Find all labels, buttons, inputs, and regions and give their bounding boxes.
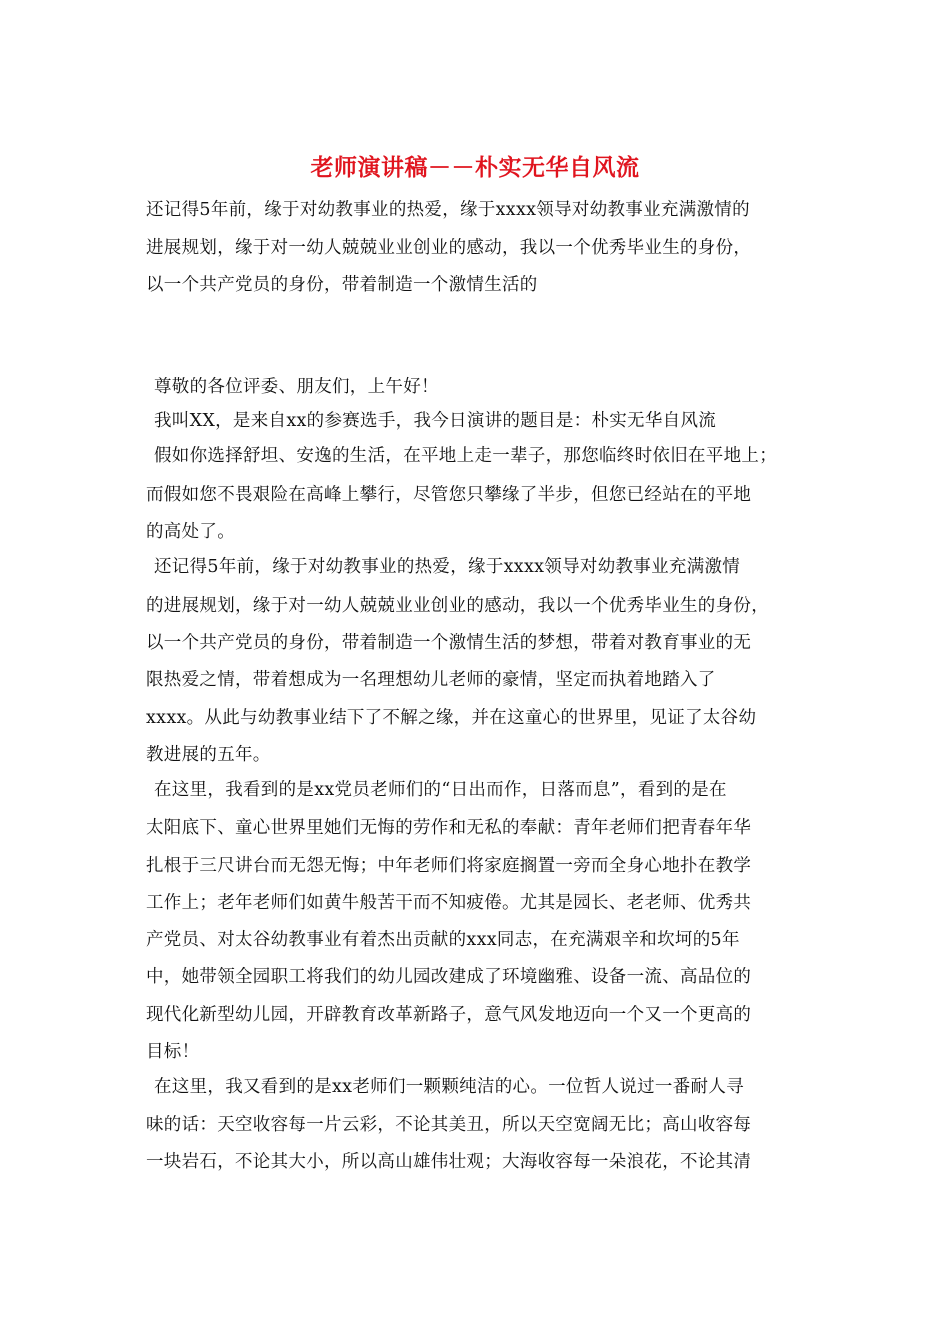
intro-line-2: 进展规划，缘于对一幼人兢兢业业创业的感动，我以一个优秀毕业生的身份， [146,238,752,258]
body-line-16: 产党员、对太谷幼教事业有着杰出贡献的xxx同志，在充满艰辛和坎坷的5年 [146,930,740,950]
body-line-11: 教进展的五年。 [146,745,271,765]
body-line-20: 在这里，我又看到的是xx老师们一颗颗纯洁的心。一位哲人说过一番耐人寻 [154,1077,744,1097]
document-title: 老师演讲稿－－朴实无华自风流 [310,154,640,181]
intro-line-1: 还记得5年前，缘于对幼教事业的热爱，缘于xxxx领导对幼教事业充满激情的 [146,200,750,220]
body-line-15: 工作上；老年老师们如黄牛般苦干而不知疲倦。尤其是园长、老老师、优秀共 [146,893,752,913]
body-line-13: 太阳底下、童心世界里她们无悔的劳作和无私的奉献：青年老师们把青春年华 [146,818,752,838]
body-line-6: 还记得5年前，缘于对幼教事业的热爱，缘于xxxx领导对幼教事业充满激情 [154,557,741,577]
body-line-7: 的进展规划，缘于对一幼人兢兢业业创业的感动，我以一个优秀毕业生的身份， [146,596,769,616]
body-line-17: 中，她带领全园职工将我们的幼儿园改建成了环境幽雅、设备一流、高品位的 [146,967,752,987]
body-line-21: 味的话：天空收容每一片云彩，不论其美丑，所以天空宽阔无比；高山收容每 [146,1115,752,1135]
body-line-5: 的高处了。 [146,522,235,542]
body-line-10: xxxx。从此与幼教事业结下了不解之缘，并在这童心的世界里，见证了太谷幼 [146,708,757,728]
body-line-8: 以一个共产党员的身份，带着制造一个激情生活的梦想，带着对教育事业的无 [146,633,752,653]
body-line-9: 限热爱之情，带着想成为一名理想幼儿老师的豪情，坚定而执着地踏入了 [146,670,716,690]
body-line-12: 在这里，我看到的是xx党员老师们的“日出而作，日落而息”，看到的是在 [154,780,727,800]
body-line-3: 假如你选择舒坦、安逸的生活，在平地上走一辈子，那您临终时依旧在平地上； [154,446,777,466]
body-line-18: 现代化新型幼儿园，开辟教育改革新路子，意气风发地迈向一个又一个更高的 [146,1005,752,1025]
body-line-14: 扎根于三尺讲台而无怨无悔；中年老师们将家庭搁置一旁而全身心地扑在教学 [146,856,752,876]
intro-line-3: 以一个共产党员的身份，带着制造一个激情生活的 [146,275,538,295]
body-line-4: 而假如您不畏艰险在高峰上攀行，尽管您只攀缘了半步，但您已经站在的平地 [146,485,752,505]
body-line-22: 一块岩石，不论其大小，所以高山雄伟壮观；大海收容每一朵浪花，不论其清 [146,1152,752,1172]
body-line-1: 尊敬的各位评委、朋友们，上午好！ [154,377,439,397]
body-line-2: 我叫XX，是来自xx的参赛选手，我今日演讲的题目是：朴实无华自风流 [154,411,717,431]
body-line-19: 目标！ [146,1042,200,1062]
